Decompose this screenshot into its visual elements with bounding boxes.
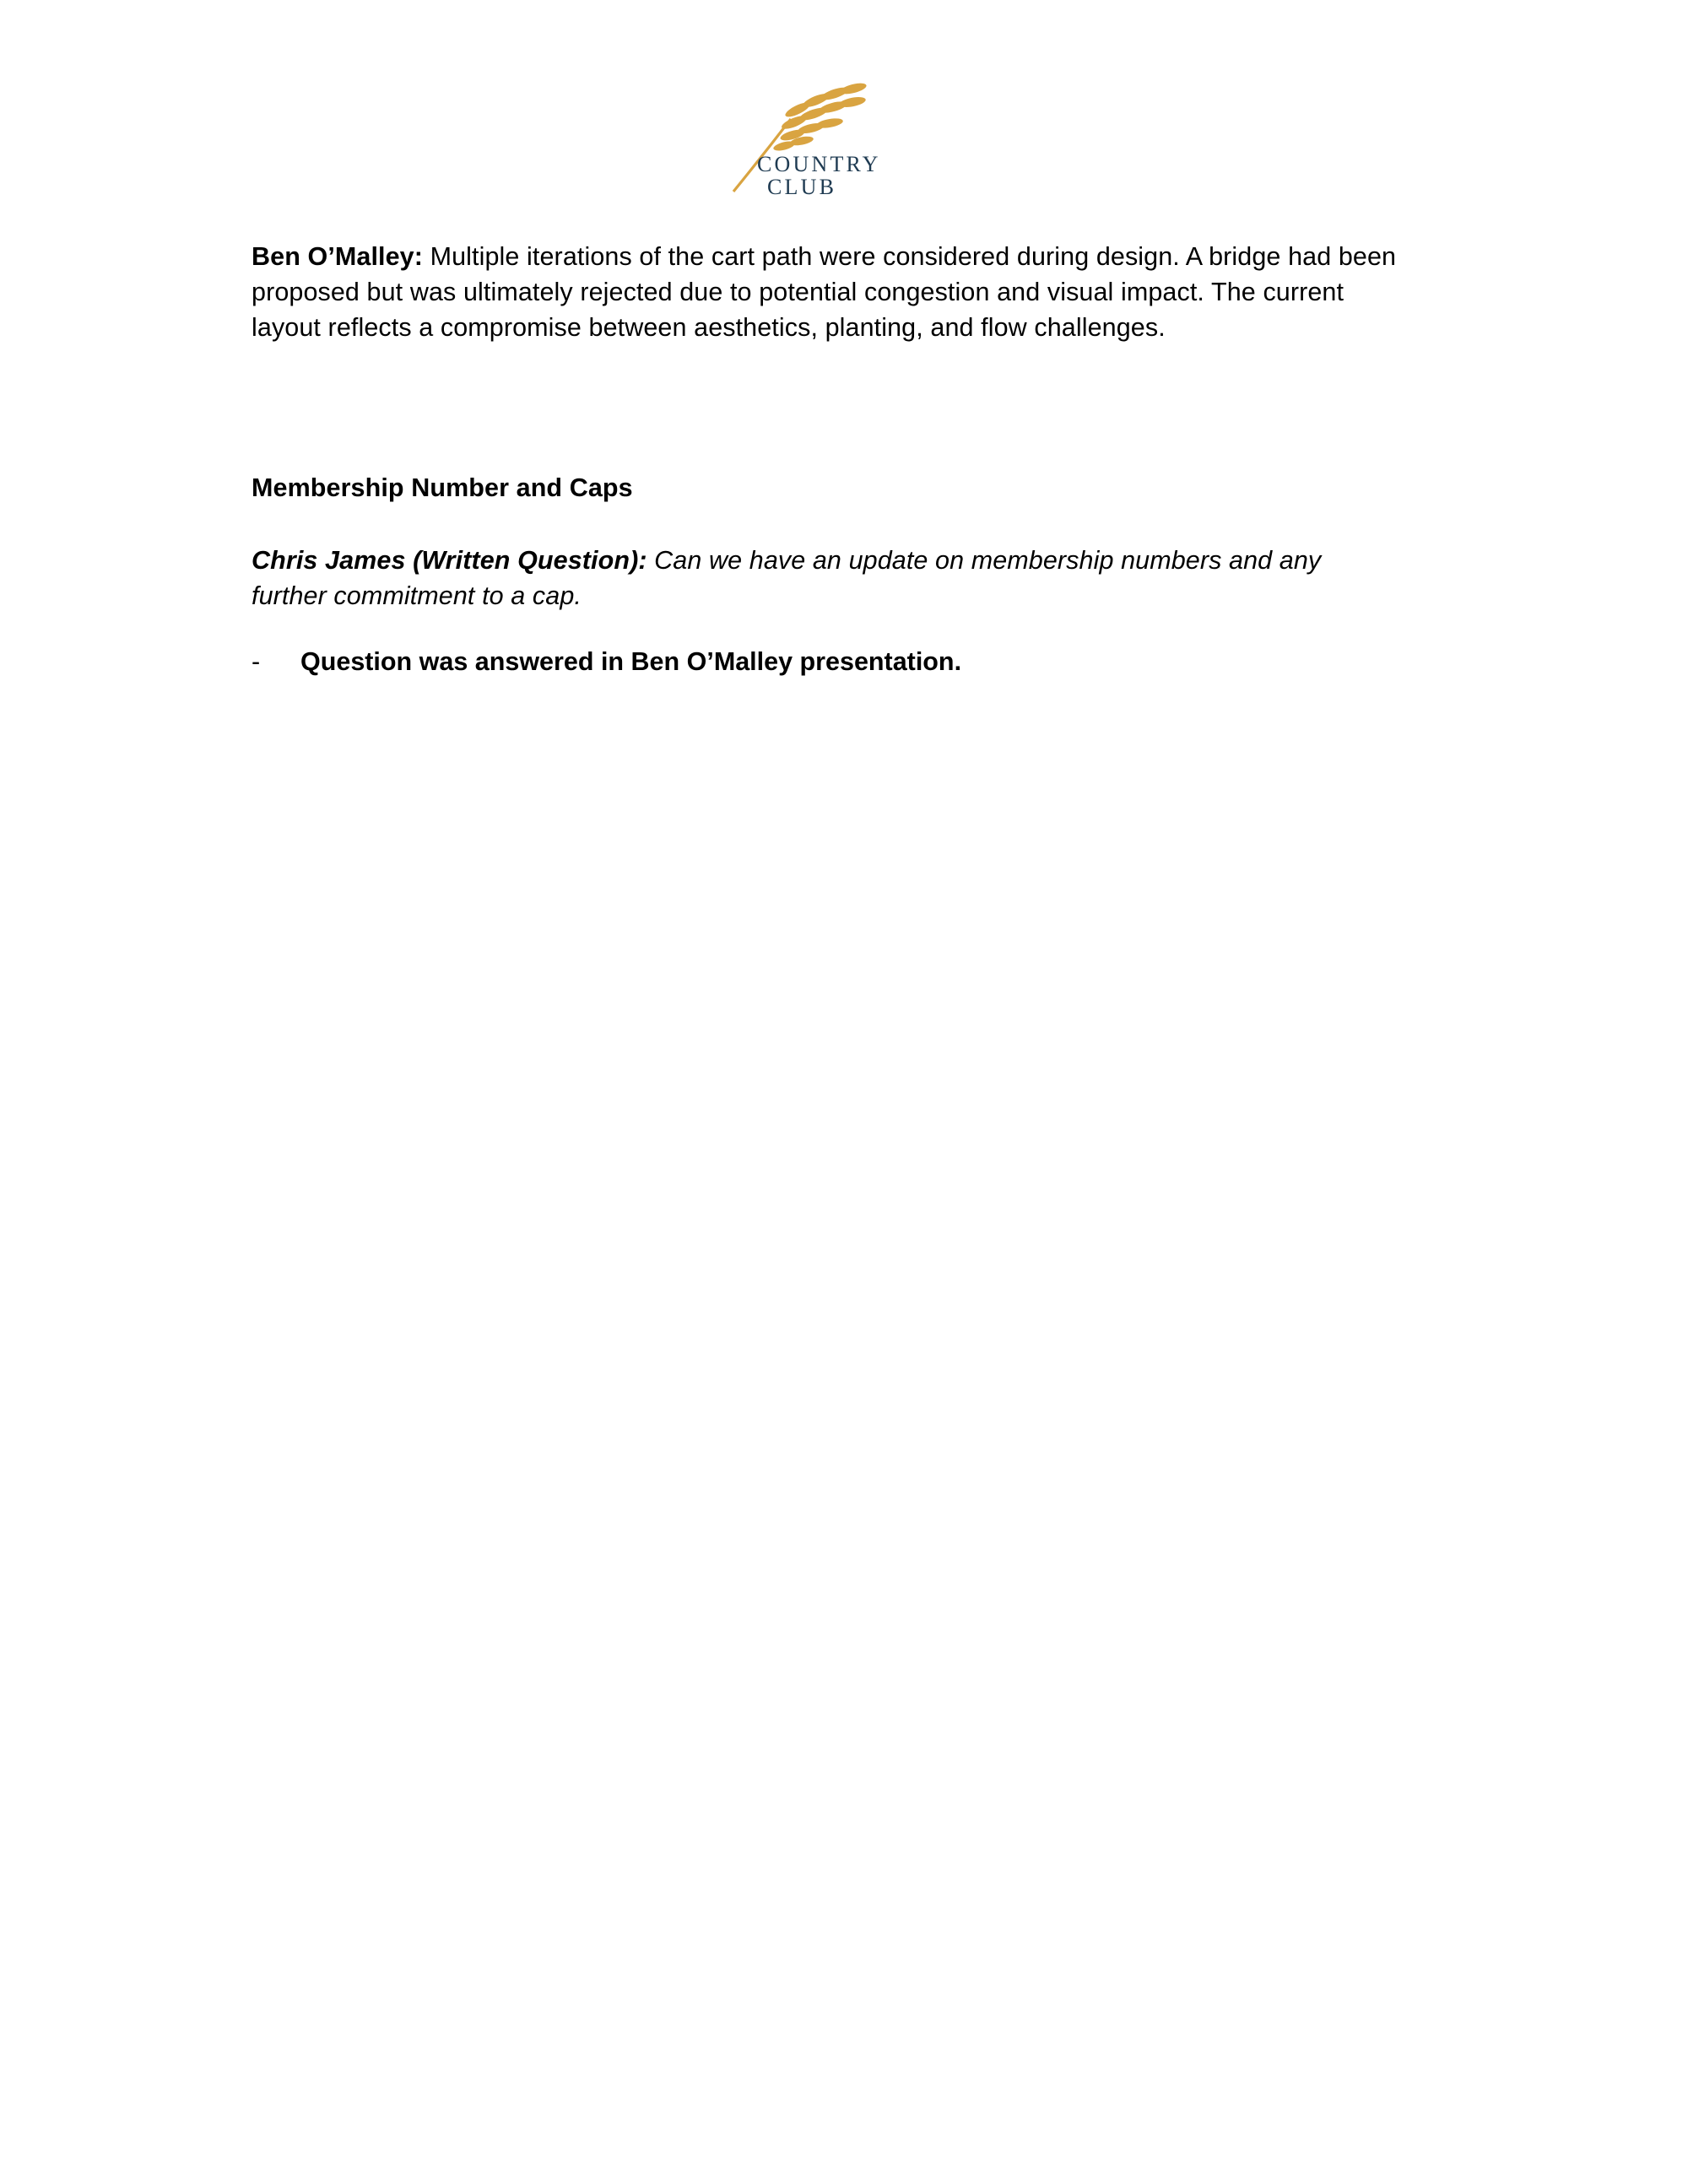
question-body-text: Can we have an update on membership numbers and any further commitment to a cap. [252, 546, 1322, 611]
bullet-dash-marker: - [252, 647, 261, 677]
question-paragraph [252, 543, 1399, 614]
logo-line-2: CLUB [767, 175, 837, 199]
document-body [252, 239, 1399, 680]
section-heading-membership: Membership Number and Caps [252, 473, 633, 503]
bullet-item-text: Question was answered in Ben O’Malley presentation. [300, 647, 962, 677]
heading-spacer [252, 505, 1399, 543]
club-logo [722, 63, 966, 207]
paragraph-spacer [252, 345, 1399, 470]
question-speaker-label: Chris James (Written Question): [252, 546, 647, 576]
answer-body-text: Multiple iterations of the cart path were considered during design. A bridge had been proposed but was ultimately rejected due to potential congestion and visual impact. The current layout reflects a compromise between aesthetics, planting, and flow challenges. [252, 242, 1397, 343]
bullet-item [252, 644, 1399, 679]
question-spacer [252, 614, 1399, 644]
answer-paragraph [252, 239, 1399, 345]
logo-line-1: COUNTRY [757, 152, 881, 176]
answer-speaker-label: Ben O’Malley: [252, 242, 423, 271]
wheat-sheaf-icon [722, 63, 966, 207]
